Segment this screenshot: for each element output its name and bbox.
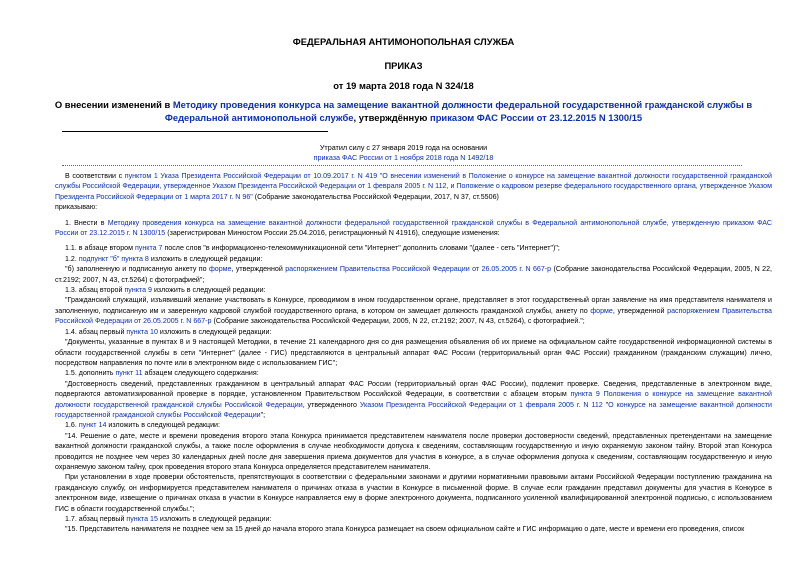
paragraph-civil-servant: "Гражданский служащий, изъявивший желание участвовать в Конкурсе, проводимом в ином государственном органе, представляет в этот государственный орган заявление на имя представителя нанимателя и заполненную, подписанную им и заверенную кадровой службой государственного органа, в котором он замещает должность гражданской службы, анкету по форме, утвержденной распоряжением Правительства Российской Федерации от 26.05.2005 г. N 667-р (Собрание законодательства Российской Федерации, 2005, N 22, ст.2192; 2007, N 43, ст.5264), с фотографией."; xyxy=(55,296,772,326)
link-competition-regulation[interactable]: О конкурсе на замещение вакантной должности государственной гражданской службы Российской Федерации xyxy=(55,400,772,419)
link-point-14[interactable]: пункт 14 xyxy=(78,421,107,430)
document-title xyxy=(48,98,759,124)
link-decree-667[interactable]: распоряжением Правительства Российской Федерации от 26.05.2005 г. N 667-р xyxy=(285,265,552,274)
title-middle: , утверждённую xyxy=(353,112,431,123)
link-point-7[interactable]: пункта 7 xyxy=(134,244,163,253)
link-point-9[interactable]: пункта 9 xyxy=(124,286,152,295)
paragraph-item-1-2: 1.2. подпункт "б" пункта 8 изложить в следующей редакции: xyxy=(65,254,263,263)
organization-heading: ФЕДЕРАЛЬНАЯ АНТИМОНОПОЛЬНАЯ СЛУЖБА xyxy=(292,36,515,47)
title-prefix: О внесении изменений в xyxy=(54,99,173,110)
paragraph-order: приказываю: xyxy=(55,203,98,212)
link-decree-667-2[interactable]: распоряжением Правительства Российской Федерации от 26.05.2005 г. N 667-р xyxy=(55,306,772,326)
title-link-methodology[interactable]: Методику проведения конкурса на замещение вакантной должности федеральной государственной гражданской службы в Федеральной антимонопольной службе xyxy=(164,99,753,123)
paragraph-refusal: При установлении в ходе проверки обстоятельств, препятствующих в соответствии с федеральными законами и другими нормативными правовыми актами Российской Федерации поступлению гражданина на гражданскую службу, он информируется представителем нанимателя о причинах отказа в участии в Конкурсе в письменной форме. В случае если гражданин представил документы для участия в Конкурсе в электронном виде, извещение о причинах отказа в участии в Конкурсе направляется ему в форме электронного документа, подписанного усиленной квалифицированной электронной подписью, с использованием ГИС в области государственной службы."; xyxy=(55,473,772,513)
link-form[interactable]: форме xyxy=(208,265,232,274)
link-decree-419[interactable]: пунктом 1 Указа Президента Российской Федерации от 10.09.2017 г. N 419 "О внесении изменений в Положение о конкурсе на замещение вакантной должности государственной гражданской службы Российской Федерации, утвержденное Указом Президента Российской Федерации от 1 февраля 2005 г. N 112, и Положение о кадровом резерве федерального государственного органа, утвержденное Указом Президента Российской Федерации от 1 марта 2017 г. N 96" xyxy=(55,172,773,201)
paragraph-subpoint-b: "б) заполненную и подписанную анкету по форме, утвержденной распоряжением Правительства Российской Федерации от 26.05.2005 г. N 667-р (Собрание законодательства Российской Федерации, 2005, N 22, ст.2192; 2007, N 43, ст.5264) с фотографией"; xyxy=(55,265,772,284)
document-type-heading: ПРИКАЗ xyxy=(384,60,423,71)
lost-force-note: Утратил силу с 27 января 2019 года на основании xyxy=(319,143,488,152)
paragraph-item-1-5: 1.5. дополнить пункт 11 абзацем следующего содержания: xyxy=(65,369,259,378)
dotted-separator xyxy=(62,165,742,166)
link-subpoint-b-point-8[interactable]: подпункт "б" пункта 8 xyxy=(78,254,149,263)
paragraph-item-1-3: 1.3. абзац второй пункта 9 изложить в следующей редакции: xyxy=(65,286,266,295)
link-point-9-regulation[interactable]: пункта 9 Положения о конкурсе на замещение вакантной должности государственной гражданской службы Российской Федерации xyxy=(55,390,772,409)
link-methodology[interactable]: Методику проведения конкурса на замещение вакантной должности федеральной государственной гражданской службы в Федеральной антимонопольной службе, утвержденную приказом ФАС России от 23.12.2015 г. N 1300/15 xyxy=(55,218,772,238)
document-number: от 19 марта 2018 года N 324/18 xyxy=(333,80,474,91)
paragraph-item-1: 1. Внести в Методику проведения конкурса на замещение вакантной должности федеральной государственной гражданской службы в Федеральной антимонопольной службе, утвержденную приказом ФАС России от 23.12.2015 г. N 1300/15 (зарегистрирован Минюстом России 25.04.2016, регистрационный N 41916), следующие изменения: xyxy=(55,218,772,238)
link-form-2[interactable]: форме xyxy=(590,306,613,315)
paragraph-item-1-1: 1.1. в абзаце втором пункта 7 после слов "в информационно-телекоммуникационной сети "Интернет" дополнить словами "(далее - сеть "Интернет")"; xyxy=(65,244,560,253)
title-divider xyxy=(62,131,328,132)
lost-force-link[interactable]: приказа ФАС России от 1 ноября 2018 года N 1492/18 xyxy=(313,153,494,162)
paragraph-reliability: "Достоверность сведений, представленных гражданином в центральный аппарат ФАС России (территориальный орган ФАС России), подлежит проверке. Сведения, представленные в электронном виде, подвергаются автоматизированной проверке в порядке, установленном Правительством Российской Федерации, в соответствии с абзацем вторым пункта 9 Положения о конкурсе на замещение вакантной должности государственной гражданской службы Российской Федерации, утвержденного Указом Президента Российской Федерации от 1 февраля 2005 г. N 112 "О конкурсе на замещение вакантной должности государственной гражданской службы Российской Федерации"; xyxy=(55,379,772,419)
paragraph-documents: "Документы, указанные в пунктах 8 и 9 настоящей Методики, в течение 21 календарного дня со дня размещения объявления об их приеме на официальном сайте государственной информационной системы в области государственной службы в сети "Интернет" (далее - ГИС) представляются в центральный аппарат ФАС России (территориальный орган ФАС России) гражданином (гражданским служащим) лично, посредством направления по почте или в электронном виде с использованием ГИС"; xyxy=(55,338,772,367)
paragraph-point-15: "15. Представитель нанимателя не позднее чем за 15 дней до начала второго этапа Конкурса размещает на своем официальном сайте и ГИС информацию о дате, месте и времени его проведения, список xyxy=(65,525,745,534)
title-link-order[interactable]: приказом ФАС России от 23.12.2015 N 1300/15 xyxy=(430,112,643,123)
link-point-11[interactable]: пункт 11 xyxy=(115,369,143,378)
paragraph-preamble: В соответствии с пунктом 1 Указа Президента Российской Федерации от 10.09.2017 г. N 419 "О внесении изменений в Положение о конкурсе на замещение вакантной должности государственной гражданской службы Российской Федерации, утвержденное Указом Президента Российской Федерации от 1 февраля 2005 г. N 112, и Положение о кадровом резерве федерального государственного органа, утвержденное Указом Президента Российской Федерации от 1 марта 2017 г. N 96" (Собрание законодательства Российской Федерации, 2017, N 37, ст.5506) xyxy=(55,172,773,201)
link-decree-112[interactable]: Указом Президента Российской Федерации от 1 февраля 2005 г. N 112 xyxy=(359,400,603,409)
paragraph-item-1-4: 1.4. абзац первый пункта 10 изложить в следующей редакции: xyxy=(65,327,272,336)
paragraph-point-14: "14. Решение о дате, месте и времени проведения второго этапа Конкурса принимается представителем нанимателя после проверки достоверности сведений, представленных претендентами на замещение вакантной должности гражданской службы, а также после оформления в случае необходимости допуска к сведениям, составляющим государственную и иную охраняемую законом тайну. Второй этап Конкурса проводится не позднее чем через 30 календарных дней после дня завершения приема документов для участия в конкурсе, а в случае оформления допуска к сведениям, составляющим государственную и иную охраняемую законом тайну, срок проведения второго этапа Конкурса определяется представителем нанимателя. xyxy=(55,431,772,471)
link-point-15[interactable]: пункта 15 xyxy=(126,515,158,523)
link-point-10[interactable]: пункта 10 xyxy=(126,327,158,336)
paragraph-item-1-7: 1.7. абзац первый пункта 15 изложить в следующей редакции: xyxy=(65,515,272,523)
document-body xyxy=(55,171,772,535)
paragraph-item-1-6: 1.6. пункт 14 изложить в следующей редакции: xyxy=(65,421,220,430)
